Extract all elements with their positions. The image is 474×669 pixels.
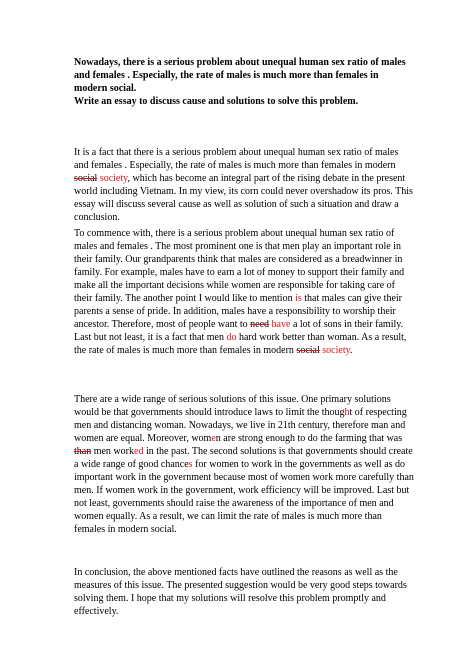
- text-run: t of respecting men and distancing woman. Nowadays, we live in 21th century, therefore man and women are equal. Moreover, wom: [74, 407, 407, 444]
- correction-insert: s: [188, 459, 193, 470]
- deleted-word: social: [74, 173, 98, 184]
- text-run: There are a wide range of serious solutions of this issue. One primary solutions would be that governments should introduce laws to limit the thoug: [74, 394, 391, 418]
- correction-insert: society: [319, 345, 350, 356]
- text-run: in the past. The second solutions is that governments should create a wide range of good chance: [74, 446, 413, 470]
- text-run: To commence with, there is a serious problem about unequal human sex ratio of males and females . The most prominent one is that men play an important role in their family. Our grandparents think that males are considered as a breadwinner in family. For example, males have to earn a lot of money to support their family and make all the important decisions while women are responsible for taking care of their family. The another point I would like to mention: [74, 228, 405, 304]
- essay-paragraph-introduction: [74, 146, 414, 224]
- essay-paragraph-causes: [74, 227, 414, 357]
- text-run: .: [349, 345, 353, 356]
- text-run: for women to work in the governments as well as do important work in the government because most of women work more carefully than men. If women work in the government, work efficiency will be improved. Last but not least, governments should raise the awareness of the importance of men and women equally. As a result, we can limit the rate of males is much more than females in modern social.: [74, 459, 414, 535]
- essay-paragraph-solutions: [74, 393, 414, 536]
- text-run: n are strong enough to do the farming that was: [215, 433, 403, 444]
- text-run: men work: [91, 446, 134, 457]
- correction-insert: e: [211, 433, 216, 444]
- text-run: It is a fact that there is a serious problem about unequal human sex ratio of males and females . Especially, the rate of males is much more than females in modern: [74, 147, 399, 171]
- correction-insert: ed: [134, 446, 144, 457]
- essay-paragraph-conclusion: [74, 566, 414, 618]
- correction-insert: h: [344, 407, 350, 418]
- text-run: In conclusion, the above mentioned facts have outlined the reasons as well as the measures of this issue. The presented suggestion would be very good steps towards solving them. I hope that my solutions will resolve this problem promptly and effectively.: [74, 567, 407, 617]
- correction-insert: do: [226, 332, 237, 343]
- prompt-instruction: Write an essay to discuss cause and solutions to solve this problem.: [74, 96, 359, 107]
- text-run: hard work better than woman. As a result, the rate of males is much more than females in modern: [74, 332, 407, 356]
- correction-insert: is: [295, 293, 302, 304]
- deleted-word: need: [250, 319, 270, 330]
- text-run: , which has become an integral part of the rising debate in the present world including Vietnam. In my view, its corn could never overshadow its pros. This essay will discuss several cause as well as solution of such a situation and draw a conclusion.: [74, 173, 413, 223]
- deleted-word: than: [74, 446, 92, 457]
- deleted-word: social: [296, 345, 320, 356]
- correction-insert: have: [269, 319, 291, 330]
- text-run: that males can give their parents a sense of pride. In addition, males have a responsibility to worship their ancestor. Therefore, most of people want to: [74, 293, 402, 330]
- essay-prompt: [74, 56, 414, 108]
- correction-insert: society: [97, 173, 128, 184]
- prompt-question: Nowadays, there is a serious problem about unequal human sex ratio of males and females . Especially, the rate of males is much more than females in modern social.: [74, 57, 406, 94]
- text-run: a lot of sons in their family. Last but not least, it is a fact that men: [74, 319, 404, 343]
